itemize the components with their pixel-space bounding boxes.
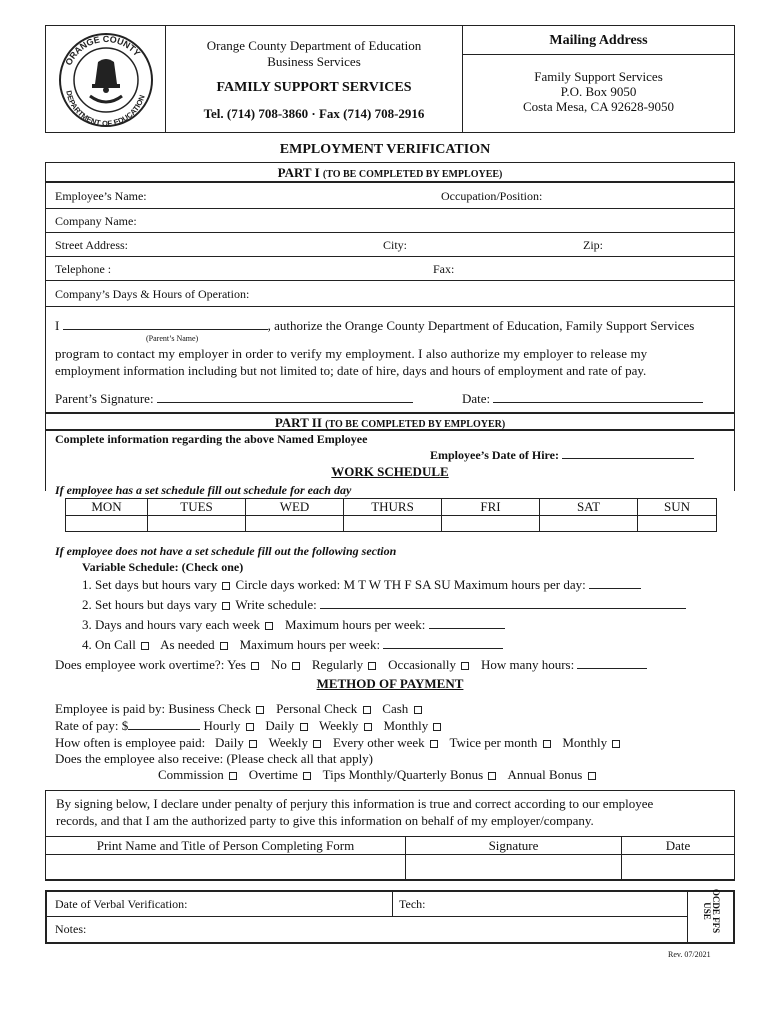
- paid-weekly-checkbox[interactable]: [313, 740, 321, 748]
- paid-monthly-checkbox[interactable]: [612, 740, 620, 748]
- day-sun: SUN: [638, 499, 717, 516]
- fax-label[interactable]: Fax:: [433, 262, 455, 276]
- paid-by-line: Employee is paid by: Business Check Personal Check Cash: [55, 701, 424, 717]
- occupation-label[interactable]: Occupation/Position:: [441, 189, 543, 203]
- employee-name-label[interactable]: Employee’s Name:: [55, 189, 147, 203]
- mailing-line1: Family Support Services: [534, 69, 663, 84]
- parent-date-label: Date:: [462, 391, 491, 406]
- paid-twice-month-checkbox[interactable]: [543, 740, 551, 748]
- hours-thurs[interactable]: [344, 516, 442, 532]
- declaration-text-2: records, and that I am the authorized party to give this information on behalf of my employer/company.: [56, 813, 594, 828]
- mailing-line3: Costa Mesa, CA 92628-9050: [523, 99, 674, 114]
- set-schedule-instruction: If employee has a set schedule fill out schedule for each day: [55, 483, 352, 497]
- overtime-line: Does employee work overtime?: Yes No Regularly Occasionally How many hours:: [55, 657, 647, 673]
- telephone-label[interactable]: Telephone :: [55, 262, 112, 276]
- hours-fri[interactable]: [442, 516, 540, 532]
- paid-daily-checkbox[interactable]: [249, 740, 257, 748]
- overtime-checkbox[interactable]: [303, 772, 311, 780]
- max-hours-per-day-field[interactable]: [589, 577, 641, 589]
- schedule-table: [65, 498, 717, 532]
- date-field[interactable]: [622, 855, 735, 881]
- parent-name-caption: (Parent’s Name): [146, 334, 199, 343]
- day-mon: MON: [66, 499, 148, 516]
- authorization-line: I , authorize the Orange County Department of Education, Family Support Services: [55, 318, 695, 333]
- as-needed-checkbox[interactable]: [220, 642, 228, 650]
- svg-text:DEPARTMENT OF EDUCATION: DEPARTMENT OF EDUCATION: [64, 89, 147, 129]
- opt2-checkbox[interactable]: [222, 602, 230, 610]
- tech-label[interactable]: Tech:: [399, 897, 426, 911]
- opt3-max-hours-field[interactable]: [429, 617, 505, 629]
- authorization-line3: employment information including but not limited to; date of hire, days and hours of employment and rate of pay.: [55, 363, 647, 378]
- on-call-checkbox[interactable]: [141, 642, 149, 650]
- day-thurs: THURS: [344, 499, 442, 516]
- city-label[interactable]: City:: [383, 238, 408, 252]
- date-header: Date: [622, 837, 735, 855]
- verbal-verification-label[interactable]: Date of Verbal Verification:: [55, 897, 188, 911]
- how-often-line: How often is employee paid: Daily Weekly Every other week Twice per month Monthly: [55, 735, 622, 751]
- office-divider-h: [47, 916, 687, 917]
- hours-wed[interactable]: [246, 516, 344, 532]
- parent-date-field[interactable]: [493, 391, 703, 403]
- notes-label[interactable]: Notes:: [55, 922, 87, 936]
- method-of-payment-heading: METHOD OF PAYMENT: [316, 676, 464, 691]
- hours-tues[interactable]: [148, 516, 246, 532]
- opt3-checkbox[interactable]: [265, 622, 273, 630]
- parent-signature-label: Parent’s Signature:: [55, 391, 154, 406]
- hours-mon[interactable]: [66, 516, 148, 532]
- rate-of-pay-field[interactable]: [128, 718, 200, 730]
- rate-of-pay-line: Rate of pay: $ Hourly Daily Weekly Monthly: [55, 718, 443, 734]
- ot-regularly-checkbox[interactable]: [368, 662, 376, 670]
- rate-monthly-checkbox[interactable]: [433, 723, 441, 731]
- ot-occasionally-checkbox[interactable]: [461, 662, 469, 670]
- opt4-max-hours-field[interactable]: [383, 637, 503, 649]
- street-label[interactable]: Street Address:: [55, 238, 128, 252]
- rate-hourly-checkbox[interactable]: [246, 723, 254, 731]
- opt1-checkbox[interactable]: [222, 582, 230, 590]
- program-name: FAMILY SUPPORT SERVICES: [216, 80, 412, 95]
- declaration-text-1: By signing below, I declare under penalty of perjury this information is true and correct according to our employee: [56, 796, 654, 811]
- personal-check-checkbox[interactable]: [363, 706, 371, 714]
- office-divider-v: [392, 892, 393, 916]
- org-name: Orange County Department of Education: [206, 38, 422, 53]
- authorization-line2: program to contact my employer in order to verify my employment. I also authorize my employer to release my: [55, 346, 648, 361]
- zip-label[interactable]: Zip:: [583, 238, 603, 252]
- part1-heading: PART I (TO BE COMPLETED BY EMPLOYEE): [45, 162, 735, 183]
- company-name-label[interactable]: Company Name:: [55, 214, 137, 228]
- form-title: EMPLOYMENT VERIFICATION: [279, 142, 491, 157]
- ocde-use-label: OCDE FFS USE: [702, 888, 721, 934]
- also-receive-options: Commission Overtime Tips Monthly/Quarterly Bonus Annual Bonus: [158, 767, 598, 783]
- rate-weekly-checkbox[interactable]: [364, 723, 372, 731]
- option-4-line: 4. On Call As needed Maximum hours per week:: [82, 637, 503, 653]
- parent-signature-field[interactable]: [157, 391, 413, 403]
- phone-fax: Tel. (714) 708-3860 · Fax (714) 708-2916: [203, 106, 425, 121]
- no-schedule-instruction: If employee does not have a set schedule fill out the following section: [55, 544, 397, 558]
- complete-info-label: Complete information regarding the above Named Employee: [55, 432, 368, 446]
- part2-right-border: [734, 431, 735, 491]
- ot-no-checkbox[interactable]: [292, 662, 300, 670]
- option-3-line: 3. Days and hours vary each week Maximum hours per week:: [82, 617, 505, 633]
- part2-left-border: [45, 431, 46, 491]
- day-tues: TUES: [148, 499, 246, 516]
- commission-checkbox[interactable]: [229, 772, 237, 780]
- print-name-header: Print Name and Title of Person Completing Form: [46, 837, 406, 855]
- ocde-use-panel: [687, 888, 733, 942]
- variable-schedule-label: Variable Schedule: (Check one): [82, 560, 244, 574]
- option-2-line: 2. Set hours but days vary Write schedule:: [82, 597, 686, 613]
- also-receive-label: Does the employee also receive: (Please check all that apply): [55, 751, 374, 766]
- option-1-line: 1. Set days but hours vary Circle days worked: M T W TH F SA SU Maximum hours per day:: [82, 577, 641, 593]
- cash-checkbox[interactable]: [414, 706, 422, 714]
- header-box: [45, 25, 735, 133]
- mailing-title: Mailing Address: [463, 26, 734, 55]
- seal-logo: [46, 26, 166, 132]
- rate-daily-checkbox[interactable]: [300, 723, 308, 731]
- day-fri: FRI: [442, 499, 540, 516]
- revision-label: Rev. 07/2021: [668, 950, 711, 959]
- work-schedule-heading: WORK SCHEDULE: [331, 464, 449, 479]
- hours-sat[interactable]: [540, 516, 638, 532]
- print-name-field[interactable]: [46, 855, 406, 881]
- svg-text:ORANGE COUNTY: ORANGE COUNTY: [63, 33, 143, 67]
- signature-table: [45, 836, 735, 881]
- annual-bonus-checkbox[interactable]: [588, 772, 596, 780]
- paid-every-other-week-checkbox[interactable]: [430, 740, 438, 748]
- tips-bonus-checkbox[interactable]: [488, 772, 496, 780]
- business-check-checkbox[interactable]: [256, 706, 264, 714]
- hours-label[interactable]: Company’s Days & Hours of Operation:: [55, 287, 250, 301]
- day-sat: SAT: [540, 499, 638, 516]
- date-of-hire-field[interactable]: [562, 447, 694, 459]
- org-division: Business Services: [267, 54, 361, 69]
- parent-name-field[interactable]: [63, 318, 268, 330]
- hours-sun[interactable]: [638, 516, 717, 532]
- write-schedule-field[interactable]: [320, 597, 686, 609]
- signature-field[interactable]: [406, 855, 622, 881]
- office-use-box: [45, 890, 735, 944]
- mailing-address-box: [462, 26, 734, 132]
- date-of-hire-label: Employee’s Date of Hire:: [430, 448, 559, 462]
- ot-hours-field[interactable]: [577, 657, 647, 669]
- part2-heading: PART II (TO BE COMPLETED BY EMPLOYER): [45, 413, 735, 431]
- seal-icon: [46, 26, 166, 132]
- signature-header: Signature: [406, 837, 622, 855]
- mailing-line2: P.O. Box 9050: [560, 84, 637, 99]
- day-wed: WED: [246, 499, 344, 516]
- ot-yes-checkbox[interactable]: [251, 662, 259, 670]
